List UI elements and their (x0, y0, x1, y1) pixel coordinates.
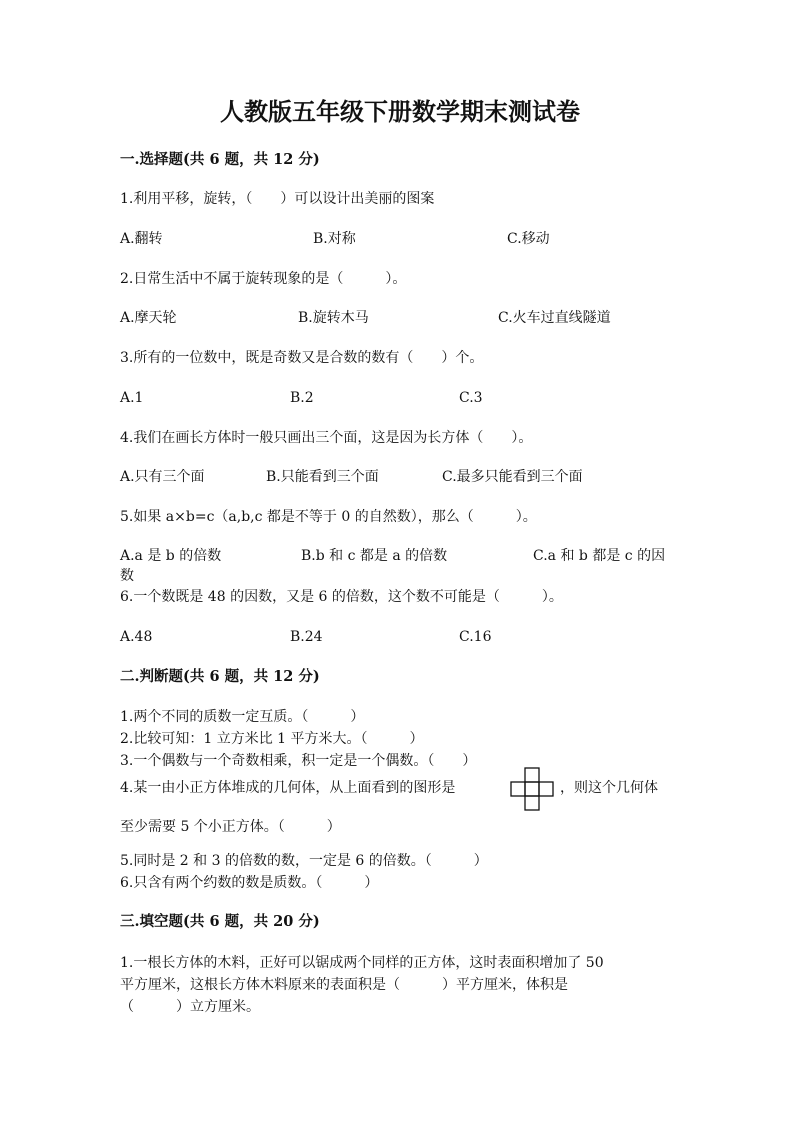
question-stem: 5.如果 a×b=c（a,b,c 都是不等于 0 的自然数），那么（ ）。 (120, 509, 537, 525)
section-heading-fill: 三.填空题(共 6 题，共 20 分) (120, 913, 320, 930)
option-b: B.只能看到三个面 (266, 469, 379, 485)
judgement-item: 6.只含有两个约数的数是质数。（ ） (120, 875, 379, 891)
fill-question-line: 平方厘米，这根长方体木料原来的表面积是（ ）平方厘米，体积是 (120, 977, 568, 993)
option-a: A.只有三个面 (120, 469, 205, 485)
judgement-item: 1.两个不同的质数一定互质。（ ） (120, 709, 365, 725)
option-a: A.翻转 (120, 231, 163, 247)
option-c: C.移动 (507, 231, 550, 247)
judgement-item: 至少需要 5 个小正方体。（ ） (120, 819, 341, 835)
judgement-item: 2.比较可知：1 立方米比 1 平方米大。（ ） (120, 731, 424, 747)
page-title: 人教版五年级下册数学期末测试卷 (220, 97, 580, 126)
judgement-item-continuation: ，则这个几何体 (560, 780, 658, 796)
judgement-item: 3.一个偶数与一个奇数相乘，积一定是一个偶数。（ ） (120, 753, 477, 769)
option-c: C.最多只能看到三个面 (442, 469, 583, 485)
question-stem: 3.所有的一位数中，既是奇数又是合数的数有（ ）个。 (120, 350, 484, 366)
option-a: A.1 (120, 390, 144, 406)
option-c: C.16 (459, 629, 492, 645)
option-c: C.a 和 b 都是 c 的因 (533, 548, 666, 564)
judgement-item: 5.同时是 2 和 3 的倍数的数，一定是 6 的倍数。（ ） (120, 853, 488, 869)
top-view-cross-figure (510, 767, 554, 811)
question-stem: 1.利用平移，旋转，（ ）可以设计出美丽的图案 (120, 191, 435, 207)
option-b: B.旋转木马 (298, 310, 369, 326)
option-c: C.3 (459, 390, 483, 406)
option-a: A.48 (120, 629, 153, 645)
section-heading-choice: 一.选择题(共 6 题，共 12 分) (120, 151, 320, 168)
option-b: B.b 和 c 都是 a 的倍数 (301, 548, 448, 564)
option-b: B.2 (290, 390, 314, 406)
option-a: A.a 是 b 的倍数 (120, 548, 222, 564)
option-b: B.对称 (313, 231, 356, 247)
question-stem: 4.我们在画长方体时一般只画出三个面，这是因为长方体（ ）。 (120, 430, 533, 446)
fill-question-line: 1.一根长方体的木料，正好可以锯成两个同样的正方体，这时表面积增加了 50 (120, 955, 604, 971)
fill-question-line: （ ）立方厘米。 (120, 999, 260, 1015)
option-c: C.火车过直线隧道 (498, 310, 611, 326)
question-stem: 2.日常生活中不属于旋转现象的是（ ）。 (120, 271, 407, 287)
section-heading-judgement: 二.判断题(共 6 题，共 12 分) (120, 668, 320, 685)
option-b: B.24 (290, 629, 323, 645)
judgement-item: 4.某一由小正方体堆成的几何体，从上面看到的图形是 (120, 780, 456, 796)
option-c-wrap: 数 (120, 568, 134, 584)
option-a: A.摩天轮 (120, 310, 177, 326)
question-stem: 6.一个数既是 48 的因数，又是 6 的倍数，这个数不可能是（ ）。 (120, 589, 563, 605)
